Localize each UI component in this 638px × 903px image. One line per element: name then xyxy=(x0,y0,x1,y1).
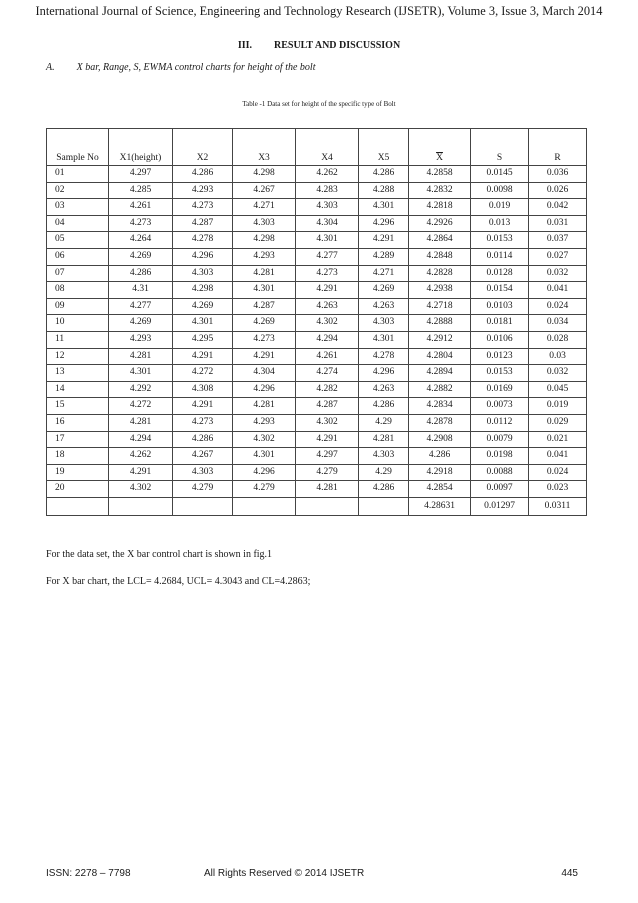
table-cell: 4.287 xyxy=(173,215,233,232)
table-cell: 04 xyxy=(47,215,109,232)
table-row xyxy=(47,448,587,465)
column-header: S xyxy=(471,129,529,166)
table-cell: 4.295 xyxy=(173,331,233,348)
column-header: X1(height) xyxy=(109,129,173,166)
table-cell: 4.286 xyxy=(409,448,471,465)
table-cell: 0.041 xyxy=(529,282,587,299)
column-header: X5 xyxy=(359,129,409,166)
table-cell: 4.296 xyxy=(359,215,409,232)
table-row xyxy=(47,365,587,382)
table-cell: 4.308 xyxy=(173,381,233,398)
section-heading xyxy=(0,40,638,51)
table-cell: 17 xyxy=(47,431,109,448)
table-cell: 0.0123 xyxy=(471,348,529,365)
table-cell: 0.032 xyxy=(529,265,587,282)
table-cell: 4.303 xyxy=(359,448,409,465)
table-cell: 4.277 xyxy=(109,298,173,315)
table-cell: 0.0114 xyxy=(471,248,529,265)
table-cell: 07 xyxy=(47,265,109,282)
table-row xyxy=(47,481,587,498)
table-row xyxy=(47,298,587,315)
table-cell: 0.0088 xyxy=(471,464,529,481)
table-cell: 4.29 xyxy=(359,414,409,431)
table-cell: 4.269 xyxy=(359,282,409,299)
column-header: X2 xyxy=(173,129,233,166)
table-cell: 4.287 xyxy=(233,298,296,315)
table-cell: 4.264 xyxy=(109,232,173,249)
table-cell: 0.0103 xyxy=(471,298,529,315)
table-cell: 06 xyxy=(47,248,109,265)
footer-page-number: 445 xyxy=(561,868,578,879)
table-cell: 4.291 xyxy=(359,232,409,249)
table-cell: 4.2926 xyxy=(409,215,471,232)
table-cell: 4.291 xyxy=(173,398,233,415)
table-cell: 4.2912 xyxy=(409,331,471,348)
table-cell: 4.271 xyxy=(359,265,409,282)
table-row xyxy=(47,265,587,282)
table-cell: 4.301 xyxy=(296,232,359,249)
table-row xyxy=(47,282,587,299)
table-cell: 0.0169 xyxy=(471,381,529,398)
table-cell: 4.296 xyxy=(233,464,296,481)
table-cell: 0.027 xyxy=(529,248,587,265)
table-cell: 4.278 xyxy=(173,232,233,249)
subsection-letter: A. xyxy=(46,62,55,73)
table-cell: 0.032 xyxy=(529,365,587,382)
table-cell: 4.301 xyxy=(359,331,409,348)
table-cell: 03 xyxy=(47,199,109,216)
table-cell: 4.2882 xyxy=(409,381,471,398)
table-cell: 0.0106 xyxy=(471,331,529,348)
table-cell: 4.281 xyxy=(296,481,359,498)
column-header: X3 xyxy=(233,129,296,166)
table-row xyxy=(47,232,587,249)
table-cell: 4.262 xyxy=(109,448,173,465)
table-cell: 4.289 xyxy=(359,248,409,265)
table-cell: 4.301 xyxy=(359,199,409,216)
table-cell: 0.0079 xyxy=(471,431,529,448)
table-cell: 4.263 xyxy=(359,298,409,315)
table-cell: 0.03 xyxy=(529,348,587,365)
table-caption: Table -1 Data set for height of the specific type of Bolt xyxy=(242,100,396,108)
table-cell: 4.2894 xyxy=(409,365,471,382)
table-row xyxy=(47,464,587,481)
table-cell: 0.0098 xyxy=(471,182,529,199)
table-row xyxy=(47,381,587,398)
table-cell: 4.294 xyxy=(296,331,359,348)
table-cell: 4.279 xyxy=(233,481,296,498)
table-cell: 0.0181 xyxy=(471,315,529,332)
table-cell: 4.293 xyxy=(233,414,296,431)
section-title: RESULT AND DISCUSSION xyxy=(274,40,401,51)
table-cell: 4.298 xyxy=(233,232,296,249)
table-cell: 0.019 xyxy=(529,398,587,415)
table-cell: 4.281 xyxy=(233,398,296,415)
table-cell: 4.296 xyxy=(233,381,296,398)
table-cell: 4.281 xyxy=(359,431,409,448)
table-row xyxy=(47,182,587,199)
table-cell: 4.286 xyxy=(359,166,409,183)
table-cell: 4.263 xyxy=(359,381,409,398)
table-cell: 0.024 xyxy=(529,464,587,481)
table-cell: 4.298 xyxy=(173,282,233,299)
table-cell: 4.263 xyxy=(296,298,359,315)
table-cell: 4.277 xyxy=(296,248,359,265)
table-cell: 0.034 xyxy=(529,315,587,332)
table-cell: 0.042 xyxy=(529,199,587,216)
table-cell: 4.283 xyxy=(296,182,359,199)
journal-header: International Journal of Science, Engineering and Technology Research (IJSETR), Volume 3, Issue 3, March 2014 xyxy=(35,4,603,18)
table-cell: 4.269 xyxy=(233,315,296,332)
table-cell: 4.273 xyxy=(173,414,233,431)
table-cell: 4.302 xyxy=(233,431,296,448)
table-cell: 4.2938 xyxy=(409,282,471,299)
paragraph-xbar-chart-ref: For the data set, the X bar control chart is shown in fig.1 xyxy=(46,549,273,560)
table-cell: 4.278 xyxy=(359,348,409,365)
table-cell: 4.2918 xyxy=(409,464,471,481)
table-cell: 0.013 xyxy=(471,215,529,232)
table-cell: 4.286 xyxy=(173,431,233,448)
table-cell: 0.0128 xyxy=(471,265,529,282)
table-cell: 4.273 xyxy=(173,199,233,216)
table-cell: 4.272 xyxy=(173,365,233,382)
table-cell: 05 xyxy=(47,232,109,249)
table-cell: 4.2818 xyxy=(409,199,471,216)
table-cell: 0.0112 xyxy=(471,414,529,431)
table-cell xyxy=(47,497,109,515)
table-cell: 0.0097 xyxy=(471,481,529,498)
subsection-heading xyxy=(46,62,315,73)
table-cell: 0.019 xyxy=(471,199,529,216)
table-cell: 0.01297 xyxy=(471,497,529,515)
table-cell: 0.036 xyxy=(529,166,587,183)
table-cell: 4.287 xyxy=(296,398,359,415)
table-cell: 0.0311 xyxy=(529,497,587,515)
table-cell: 4.2718 xyxy=(409,298,471,315)
table-cell: 4.272 xyxy=(109,398,173,415)
table-cell: 13 xyxy=(47,365,109,382)
table-row xyxy=(47,215,587,232)
table-cell: 4.291 xyxy=(296,431,359,448)
paragraph-control-limits: For X bar chart, the LCL= 4.2684, UCL= 4.3043 and CL=4.2863; xyxy=(46,576,311,587)
table-cell: 4.286 xyxy=(359,398,409,415)
table-cell: 20 xyxy=(47,481,109,498)
table-cell: 4.292 xyxy=(109,381,173,398)
table-cell: 4.297 xyxy=(109,166,173,183)
table-cell: 4.2878 xyxy=(409,414,471,431)
table-cell: 4.281 xyxy=(109,348,173,365)
table-cell: 4.303 xyxy=(359,315,409,332)
table-cell: 4.291 xyxy=(109,464,173,481)
table-cell: 4.291 xyxy=(296,282,359,299)
table-cell: 02 xyxy=(47,182,109,199)
table-cell: 4.273 xyxy=(109,215,173,232)
table-row xyxy=(47,431,587,448)
table-row xyxy=(47,199,587,216)
table-cell: 4.302 xyxy=(296,315,359,332)
table-cell: 0.0198 xyxy=(471,448,529,465)
table-header-row xyxy=(47,129,587,166)
column-header: Sample No xyxy=(47,129,109,166)
table-cell: 4.294 xyxy=(109,431,173,448)
table-cell: 4.293 xyxy=(233,248,296,265)
table-cell: 4.303 xyxy=(296,199,359,216)
bolt-height-table xyxy=(46,128,587,516)
table-cell: 4.302 xyxy=(109,481,173,498)
table-cell: 4.2864 xyxy=(409,232,471,249)
table-row xyxy=(47,315,587,332)
table-row xyxy=(47,248,587,265)
table-cell: 4.31 xyxy=(109,282,173,299)
table-cell: 4.279 xyxy=(296,464,359,481)
table-cell: 15 xyxy=(47,398,109,415)
table-row xyxy=(47,414,587,431)
table-cell: 4.261 xyxy=(296,348,359,365)
table-cell: 0.026 xyxy=(529,182,587,199)
table-cell: 4.282 xyxy=(296,381,359,398)
table-cell: 4.2834 xyxy=(409,398,471,415)
table-cell: 4.271 xyxy=(233,199,296,216)
table-cell: 4.273 xyxy=(233,331,296,348)
table-cell xyxy=(233,497,296,515)
table-cell: 4.303 xyxy=(233,215,296,232)
xbar-header-label: $\overline{X}$ xyxy=(436,152,443,163)
table-cell: 4.2908 xyxy=(409,431,471,448)
table-cell: 19 xyxy=(47,464,109,481)
table-cell: 0.028 xyxy=(529,331,587,348)
table-cell: 4.304 xyxy=(233,365,296,382)
table-cell: 4.281 xyxy=(109,414,173,431)
column-header: X4 xyxy=(296,129,359,166)
table-cell: 0.037 xyxy=(529,232,587,249)
table-cell: 4.296 xyxy=(359,365,409,382)
table-cell: 11 xyxy=(47,331,109,348)
table-cell: 4.293 xyxy=(173,182,233,199)
footer-rights: All Rights Reserved © 2014 IJSETR xyxy=(204,868,365,879)
table-cell: 0.0073 xyxy=(471,398,529,415)
table-cell: 4.29 xyxy=(359,464,409,481)
table-cell: 4.2828 xyxy=(409,265,471,282)
table-cell: 4.262 xyxy=(296,166,359,183)
table-cell: 4.301 xyxy=(173,315,233,332)
column-header xyxy=(409,129,471,166)
table-row xyxy=(47,166,587,183)
table-cell: 4.28631 xyxy=(409,497,471,515)
table-cell xyxy=(359,497,409,515)
table-cell: 4.279 xyxy=(173,481,233,498)
table-cell: 4.2854 xyxy=(409,481,471,498)
table-cell: 4.2848 xyxy=(409,248,471,265)
table-cell: 4.291 xyxy=(233,348,296,365)
table-cell: 4.267 xyxy=(173,448,233,465)
table-cell: 4.2804 xyxy=(409,348,471,365)
table-cell: 4.286 xyxy=(109,265,173,282)
table-cell: 0.031 xyxy=(529,215,587,232)
table-cell: 4.288 xyxy=(359,182,409,199)
table-cell: 18 xyxy=(47,448,109,465)
table-cell: 4.261 xyxy=(109,199,173,216)
table-cell: 4.273 xyxy=(296,265,359,282)
footer-issn: ISSN: 2278 – 7798 xyxy=(46,868,131,879)
subsection-title: X bar, Range, S, EWMA control charts for height of the bolt xyxy=(76,62,316,73)
table-cell: 0.0145 xyxy=(471,166,529,183)
table-cell: 4.269 xyxy=(109,248,173,265)
table-cell: 4.291 xyxy=(173,348,233,365)
table-cell xyxy=(296,497,359,515)
table-cell: 4.269 xyxy=(173,298,233,315)
table-cell: 4.296 xyxy=(173,248,233,265)
table-cell: 10 xyxy=(47,315,109,332)
table-cell: 14 xyxy=(47,381,109,398)
table-cell: 4.301 xyxy=(233,282,296,299)
table-cell: 4.297 xyxy=(296,448,359,465)
table-cell: 4.281 xyxy=(233,265,296,282)
table-cell: 4.286 xyxy=(173,166,233,183)
table-cell: 08 xyxy=(47,282,109,299)
table-cell: 0.0154 xyxy=(471,282,529,299)
table-cell: 0.024 xyxy=(529,298,587,315)
table-cell: 0.023 xyxy=(529,481,587,498)
column-header: R xyxy=(529,129,587,166)
table-cell: 0.021 xyxy=(529,431,587,448)
table-cell: 4.301 xyxy=(233,448,296,465)
table-cell: 0.041 xyxy=(529,448,587,465)
table-cell: 4.303 xyxy=(173,265,233,282)
table-row xyxy=(47,348,587,365)
table-cell: 4.293 xyxy=(109,331,173,348)
table-cell: 0.0153 xyxy=(471,232,529,249)
section-number: III. xyxy=(237,40,252,51)
table-cell: 0.045 xyxy=(529,381,587,398)
table-cell: 12 xyxy=(47,348,109,365)
table-cell: 4.267 xyxy=(233,182,296,199)
table-cell xyxy=(173,497,233,515)
table-cell: 0.0153 xyxy=(471,365,529,382)
table-cell: 4.298 xyxy=(233,166,296,183)
table-cell: 01 xyxy=(47,166,109,183)
table-cell: 0.029 xyxy=(529,414,587,431)
table-cell: 4.269 xyxy=(109,315,173,332)
table-totals-row xyxy=(47,497,587,515)
table-cell: 4.302 xyxy=(296,414,359,431)
table-cell: 4.2858 xyxy=(409,166,471,183)
table-cell: 4.285 xyxy=(109,182,173,199)
table-cell: 4.301 xyxy=(109,365,173,382)
table-cell: 4.286 xyxy=(359,481,409,498)
table-cell: 4.274 xyxy=(296,365,359,382)
table-cell: 4.303 xyxy=(173,464,233,481)
table-cell: 4.2832 xyxy=(409,182,471,199)
table-cell: 4.304 xyxy=(296,215,359,232)
table-row xyxy=(47,398,587,415)
table-cell: 4.2888 xyxy=(409,315,471,332)
table-row xyxy=(47,331,587,348)
table-cell: 16 xyxy=(47,414,109,431)
table-cell: 09 xyxy=(47,298,109,315)
table-cell xyxy=(109,497,173,515)
